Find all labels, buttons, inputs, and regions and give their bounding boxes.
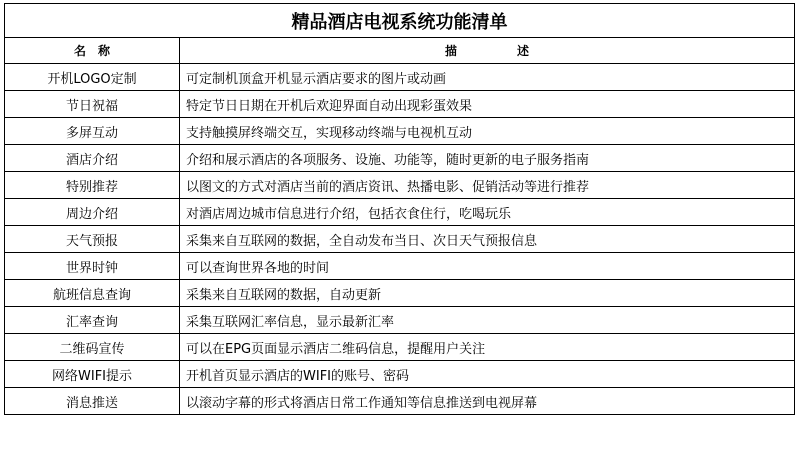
- row-name: 多屏互动: [5, 118, 180, 145]
- table-row: [5, 172, 795, 199]
- table-row: [5, 280, 795, 307]
- row-name: 二维码宣传: [5, 334, 180, 361]
- table-row: [5, 226, 795, 253]
- row-name: 世界时钟: [5, 253, 180, 280]
- table-title: 精品酒店电视系统功能清单: [5, 4, 795, 38]
- row-name: 周边介绍: [5, 199, 180, 226]
- row-name: 天气预报: [5, 226, 180, 253]
- function-table: [4, 3, 795, 415]
- row-description: 可以查询世界各地的时间: [180, 253, 795, 280]
- row-description: 以滚动字幕的形式将酒店日常工作通知等信息推送到电视屏幕: [180, 388, 795, 415]
- header-row: [5, 38, 795, 64]
- table-row: [5, 388, 795, 415]
- table-row: [5, 118, 795, 145]
- table-row: [5, 64, 795, 91]
- row-description: 支持触摸屏终端交互，实现移动终端与电视机互动: [180, 118, 795, 145]
- row-name: 酒店介绍: [5, 145, 180, 172]
- row-name: 航班信息查询: [5, 280, 180, 307]
- row-description: 对酒店周边城市信息进行介绍，包括衣食住行，吃喝玩乐: [180, 199, 795, 226]
- row-name: 消息推送: [5, 388, 180, 415]
- row-description: 可定制机顶盒开机显示酒店要求的图片或动画: [180, 64, 795, 91]
- row-name: 特别推荐: [5, 172, 180, 199]
- row-description: 以图文的方式对酒店当前的酒店资讯、热播电影、促销活动等进行推荐: [180, 172, 795, 199]
- row-name: 节日祝福: [5, 91, 180, 118]
- row-name: 开机LOGO定制: [5, 64, 180, 91]
- table-row: [5, 253, 795, 280]
- header-name: 名 称: [5, 38, 180, 64]
- row-description: 采集来自互联网的数据，全自动发布当日、次日天气预报信息: [180, 226, 795, 253]
- table-row: [5, 334, 795, 361]
- row-name: 网络WIFI提示: [5, 361, 180, 388]
- table-row: [5, 199, 795, 226]
- header-description: 描 述: [180, 38, 795, 64]
- row-description: 特定节日日期在开机后欢迎界面自动出现彩蛋效果: [180, 91, 795, 118]
- row-description: 可以在EPG页面显示酒店二维码信息，提醒用户关注: [180, 334, 795, 361]
- row-description: 采集来自互联网的数据，自动更新: [180, 280, 795, 307]
- title-row: [5, 4, 795, 38]
- row-description: 开机首页显示酒店的WIFI的账号、密码: [180, 361, 795, 388]
- table-row: [5, 361, 795, 388]
- table-row: [5, 145, 795, 172]
- table-row: [5, 307, 795, 334]
- row-description: 采集互联网汇率信息，显示最新汇率: [180, 307, 795, 334]
- row-description: 介绍和展示酒店的各项服务、设施、功能等，随时更新的电子服务指南: [180, 145, 795, 172]
- row-name: 汇率查询: [5, 307, 180, 334]
- table-row: [5, 91, 795, 118]
